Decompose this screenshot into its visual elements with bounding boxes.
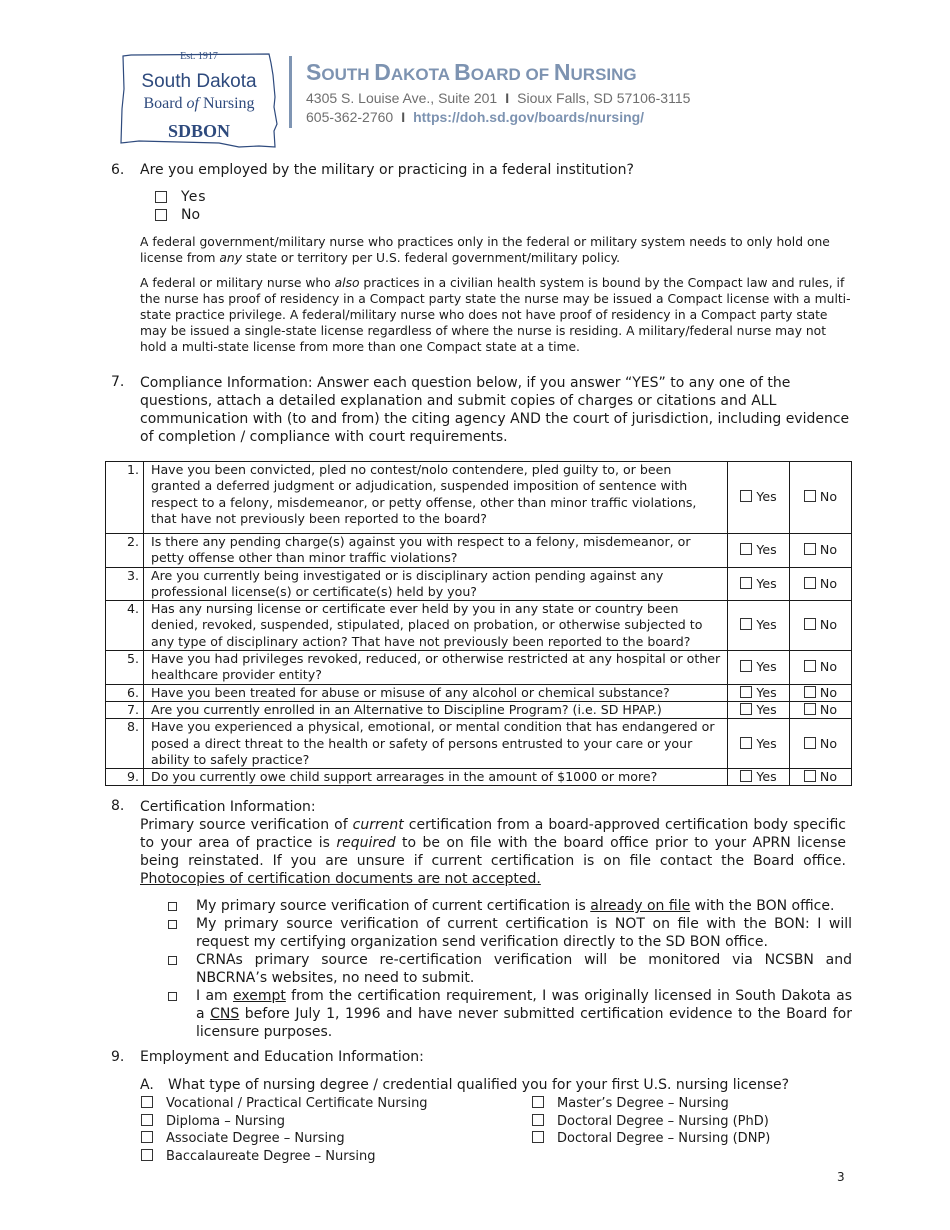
yes-checkbox[interactable] xyxy=(740,686,752,698)
logo-est: Est. 1917 xyxy=(180,51,218,62)
row-number: 3. xyxy=(106,567,144,601)
yes-cell[interactable]: Yes xyxy=(728,601,790,651)
q8-body: Primary source verification of current certification from a board-approved certification body specific to your area of practice is required to be on file with the board office prior to your APRN license being reinstated. If you are unsure if current certification is on file contact the Board office. Photocopies of certification documents are not accepted. xyxy=(140,817,846,887)
table-row xyxy=(106,601,852,651)
q8-checkbox[interactable] xyxy=(168,902,177,911)
yes-cell[interactable]: Yes xyxy=(728,534,790,568)
row-question: Do you currently owe child support arrearages in the amount of $1000 or more? xyxy=(144,769,728,786)
contact-line: 605-362-2760 I https://doh.sd.gov/boards/nursing/ xyxy=(306,109,645,125)
degree-option[interactable]: Vocational / Practical Certificate Nursing xyxy=(141,1095,428,1113)
q8-checkbox[interactable] xyxy=(168,956,177,965)
row-question: Are you currently being investigated or is disciplinary action pending against any professional license(s) or certificate(s) held by you? xyxy=(144,567,728,601)
row-number: 5. xyxy=(106,651,144,685)
q8-option-on-file[interactable]: My primary source verification of current certification is already on file with the BON office. xyxy=(168,897,852,915)
logo-line1: South Dakota xyxy=(141,71,257,92)
degree-option[interactable]: Diploma – Nursing xyxy=(141,1113,428,1131)
row-number: 8. xyxy=(106,719,144,769)
yes-checkbox[interactable] xyxy=(740,543,752,555)
yes-checkbox[interactable] xyxy=(740,770,752,782)
compliance-table xyxy=(105,461,852,786)
q7-instructions: Compliance Information: Answer each question below, if you answer “YES” to any one of the questions, attach a detailed explanation and submit copies of charges or citations and ALL communication with (to and from) the citing agency AND the court of jurisdiction, including evidence of completion / compliance with court requirements. xyxy=(140,375,850,445)
row-question: Have you had privileges revoked, reduced, or otherwise restricted at any hospital or other healthcare provider entity? xyxy=(144,651,728,685)
yes-cell[interactable]: Yes xyxy=(728,462,790,534)
degree-option[interactable]: Doctoral Degree – Nursing (DNP) xyxy=(532,1130,770,1148)
q6-number: 6. xyxy=(111,162,125,178)
degree-checkbox[interactable] xyxy=(141,1096,153,1108)
no-cell[interactable]: No xyxy=(790,684,852,701)
no-checkbox[interactable] xyxy=(804,737,816,749)
row-number: 2. xyxy=(106,534,144,568)
q8-section xyxy=(140,798,846,888)
degree-option[interactable]: Baccalaureate Degree – Nursing xyxy=(141,1148,428,1166)
yes-checkbox[interactable] xyxy=(740,660,752,672)
row-question: Have you been convicted, pled no contest/nolo contendere, pled guilty to, or been granted a deferred judgment or adjudication, suspended imposition of sentence with respect to a felony, misdemeanor, or petty offense, other than minor traffic violations, that have not previously been reported to the board? xyxy=(144,462,728,534)
degree-options-left xyxy=(141,1095,428,1165)
page-number: 3 xyxy=(837,1170,845,1184)
degree-checkbox[interactable] xyxy=(141,1131,153,1143)
yes-checkbox[interactable] xyxy=(740,737,752,749)
table-row xyxy=(106,719,852,769)
row-question: Have you been treated for abuse or misuse of any alcohol or chemical substance? xyxy=(144,684,728,701)
yes-checkbox[interactable] xyxy=(740,577,752,589)
q6-yes-option[interactable]: Yes xyxy=(155,189,207,205)
no-cell[interactable]: No xyxy=(790,769,852,786)
table-row xyxy=(106,684,852,701)
row-question: Are you currently enrolled in an Alternative to Discipline Program? (i.e. SD HPAP.) xyxy=(144,701,728,718)
q8-option-crna[interactable]: CRNAs primary source re-certification verification will be monitored via NCSBN and NBCRNA’s websites, no need to submit. xyxy=(168,951,852,987)
q9-title: Employment and Education Information: xyxy=(140,1049,424,1065)
no-checkbox[interactable] xyxy=(804,577,816,589)
no-cell[interactable]: No xyxy=(790,462,852,534)
no-cell[interactable]: No xyxy=(790,534,852,568)
q6-note-1: A federal government/military nurse who practices only in the federal or military system needs to only hold one license from any state or territory per U.S. federal government/military policy. xyxy=(140,235,830,265)
yes-cell[interactable]: Yes xyxy=(728,769,790,786)
row-number: 4. xyxy=(106,601,144,651)
q8-checkbox[interactable] xyxy=(168,920,177,929)
no-cell[interactable]: No xyxy=(790,719,852,769)
q8-checkbox[interactable] xyxy=(168,992,177,1001)
q6-note-2: A federal or military nurse who also practices in a civilian health system is bound by the Compact law and rules, if the nurse has proof of residency in a Compact party state the nurse may be issued a Compact license with a multi-state practice privilege. A federal/military nurse who does not have proof of residency in a Compact party state may be issued a single-state license regardless of where the nurse is residing. A military/federal nurse may not hold a multi-state license from more than one Compact state at a time. xyxy=(140,276,851,354)
table-row xyxy=(106,701,852,718)
q8-option-not-on-file[interactable]: My primary source verification of current certification is NOT on file with the BON: I will request my certifying organization send verification directly to the SD BON office. xyxy=(168,915,852,951)
degree-option[interactable]: Associate Degree – Nursing xyxy=(141,1130,428,1148)
table-row xyxy=(106,534,852,568)
address: 4305 S. Louise Ave., Suite 201 I Sioux Falls, SD 57106-3115 xyxy=(306,90,691,106)
row-number: 6. xyxy=(106,684,144,701)
degree-option[interactable]: Master’s Degree – Nursing xyxy=(532,1095,770,1113)
no-cell[interactable]: No xyxy=(790,567,852,601)
q6-text: Are you employed by the military or practicing in a federal institution? xyxy=(140,162,634,178)
no-checkbox[interactable] xyxy=(804,618,816,630)
row-question: Has any nursing license or certificate ever held by you in any state or country been denied, revoked, suspended, stipulated, placed on probation, or otherwise subjected to any type of disciplinary action? That have not previously been reported to the board? xyxy=(144,601,728,651)
no-checkbox[interactable] xyxy=(804,490,816,502)
yes-cell[interactable]: Yes xyxy=(728,651,790,685)
q8-options xyxy=(168,897,852,1041)
no-cell[interactable]: No xyxy=(790,601,852,651)
table-row xyxy=(106,651,852,685)
row-question: Have you experienced a physical, emotional, or mental condition that has endangered or posed a direct threat to the health or safety of persons entrusted to your care or your ability to safely practice? xyxy=(144,719,728,769)
degree-checkbox[interactable] xyxy=(532,1096,544,1108)
no-cell[interactable]: No xyxy=(790,701,852,718)
no-checkbox[interactable] xyxy=(804,703,816,715)
no-checkbox[interactable] xyxy=(804,660,816,672)
q8-title: Certification Information: xyxy=(140,799,316,815)
no-checkbox[interactable] xyxy=(804,686,816,698)
sdbon-logo xyxy=(119,49,279,149)
no-checkbox[interactable] xyxy=(804,770,816,782)
no-checkbox[interactable] xyxy=(804,543,816,555)
header-divider xyxy=(289,56,292,128)
logo-abbr: SDBON xyxy=(167,121,230,141)
degree-checkbox[interactable] xyxy=(532,1114,544,1126)
degree-option[interactable]: Doctoral Degree – Nursing (PhD) xyxy=(532,1113,770,1131)
q8-option-exempt[interactable]: I am exempt from the certification requirement, I was originally licensed in South Dakota as a CNS before July 1, 1996 and have never submitted certification evidence to the Board for licensure purposes. xyxy=(168,987,852,1041)
yes-cell[interactable]: Yes xyxy=(728,701,790,718)
table-row xyxy=(106,462,852,534)
org-name: SOUTH DAKOTA BOARD OF NURSING xyxy=(306,59,637,85)
q7-number: 7. xyxy=(111,374,125,390)
row-question: Is there any pending charge(s) against you with respect to a felony, misdemeanor, or petty offense other than minor traffic violations? xyxy=(144,534,728,568)
degree-checkbox[interactable] xyxy=(532,1131,544,1143)
q6-no-option[interactable]: No xyxy=(155,207,200,223)
phone: 605-362-2760 xyxy=(306,109,394,125)
yes-cell[interactable]: Yes xyxy=(728,684,790,701)
row-number: 9. xyxy=(106,769,144,786)
logo-line2: Board of Nursing xyxy=(143,95,255,112)
yes-checkbox[interactable] xyxy=(740,703,752,715)
q8-number: 8. xyxy=(111,798,125,814)
q9a-text: What type of nursing degree / credential qualified you for your first U.S. nursing license? xyxy=(168,1077,790,1093)
q9a-label: A. xyxy=(140,1077,154,1093)
q6-yes-checkbox[interactable] xyxy=(155,191,167,203)
degree-checkbox[interactable] xyxy=(141,1114,153,1126)
row-number: 1. xyxy=(106,462,144,534)
yes-checkbox[interactable] xyxy=(740,618,752,630)
q9-number: 9. xyxy=(111,1049,125,1065)
no-cell[interactable]: No xyxy=(790,651,852,685)
yes-cell[interactable]: Yes xyxy=(728,719,790,769)
q6-no-checkbox[interactable] xyxy=(155,209,167,221)
row-number: 7. xyxy=(106,701,144,718)
table-row xyxy=(106,769,852,786)
yes-checkbox[interactable] xyxy=(740,490,752,502)
yes-cell[interactable]: Yes xyxy=(728,567,790,601)
degree-options-right xyxy=(532,1095,770,1148)
table-row xyxy=(106,567,852,601)
website-link[interactable]: https://doh.sd.gov/boards/nursing/ xyxy=(413,109,645,125)
degree-checkbox[interactable] xyxy=(141,1149,153,1161)
